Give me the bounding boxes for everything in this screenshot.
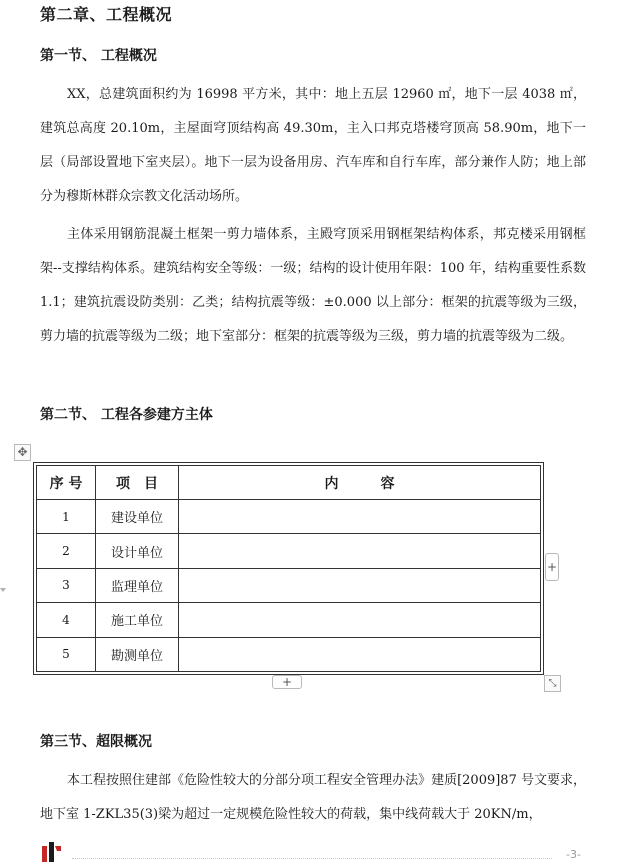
table-row <box>37 568 541 602</box>
table-row <box>37 603 541 637</box>
footer-divider <box>72 858 552 859</box>
row-number[interactable]: 2 <box>37 534 96 568</box>
paragraph-overlimit: 本工程按照住建部《危险性较大的分部分项工程安全管理办法》建质[2009]87 号文要求，地下室 1-ZKL35(3)梁为超过一定规模危险性较大的荷载，集中线荷载大于 20KN/m， <box>40 773 586 822</box>
table-row <box>37 637 541 671</box>
header-number: 序 号 <box>37 466 96 500</box>
row-item[interactable]: 监理单位 <box>96 568 179 602</box>
participants-table <box>33 462 544 675</box>
section-heading-overview: 第一节、 工程概况 <box>40 48 157 64</box>
row-content[interactable] <box>179 500 541 534</box>
table-move-handle-icon[interactable]: ✥ <box>14 444 31 461</box>
table-header-row <box>37 466 541 500</box>
table-row <box>37 534 541 568</box>
page-number: -3- <box>566 848 581 861</box>
header-content: 内 容 <box>179 466 541 500</box>
margin-marker-icon <box>0 588 6 592</box>
add-column-button[interactable]: + <box>545 553 559 581</box>
header-item: 项 目 <box>96 466 179 500</box>
add-row-button[interactable]: + <box>272 675 302 689</box>
row-content[interactable] <box>179 637 541 671</box>
row-number[interactable]: 5 <box>37 637 96 671</box>
company-logo-icon <box>40 842 62 862</box>
paragraph-overview-2: 主体采用钢筋混凝土框架一剪力墙体系，主殿穹顶采用钢框架结构体系，邦克楼采用钢框架--支撑结构体系。建筑结构安全等级：一级；结构的设计使用年限：100 年，结构重要性系数 1.1；建筑抗震设防类别：乙类；结构抗震等级：±0.000 以上部分：框架的抗震等级为三级，剪力墙的抗震等级为二级；地下室部分：框架的抗震等级为三级，剪力墙的抗震等级为二级。 <box>40 227 586 344</box>
chapter-title: 第二章、工程概况 <box>40 5 173 24</box>
row-content[interactable] <box>179 568 541 602</box>
row-item[interactable]: 施工单位 <box>96 603 179 637</box>
section-heading-overlimit: 第三节、超限概况 <box>40 734 152 750</box>
row-item[interactable]: 勘测单位 <box>96 637 179 671</box>
table-row <box>37 500 541 534</box>
row-number[interactable]: 3 <box>37 568 96 602</box>
row-content[interactable] <box>179 603 541 637</box>
section-heading-participants: 第二节、 工程各参建方主体 <box>40 407 213 423</box>
paragraph-overview-1: XX，总建筑面积约为 16998 平方米，其中：地上五层 12960 ㎡，地下一层 4038 ㎡，建筑总高度 20.10m，主屋面穹顶结构高 49.30m，主入口邦克塔楼穹顶高 58.90m，地下一层（局部设置地下室夹层）。地下一层为设备用房、汽车库和自行车库，部分兼作人防；地上部分为穆斯林群众宗教文化活动场所。 <box>40 87 586 204</box>
row-item[interactable]: 设计单位 <box>96 534 179 568</box>
row-item[interactable]: 建设单位 <box>96 500 179 534</box>
row-number[interactable]: 4 <box>37 603 96 637</box>
row-content[interactable] <box>179 534 541 568</box>
table-resize-handle-icon[interactable]: ⤡ <box>544 675 561 692</box>
row-number[interactable]: 1 <box>37 500 96 534</box>
